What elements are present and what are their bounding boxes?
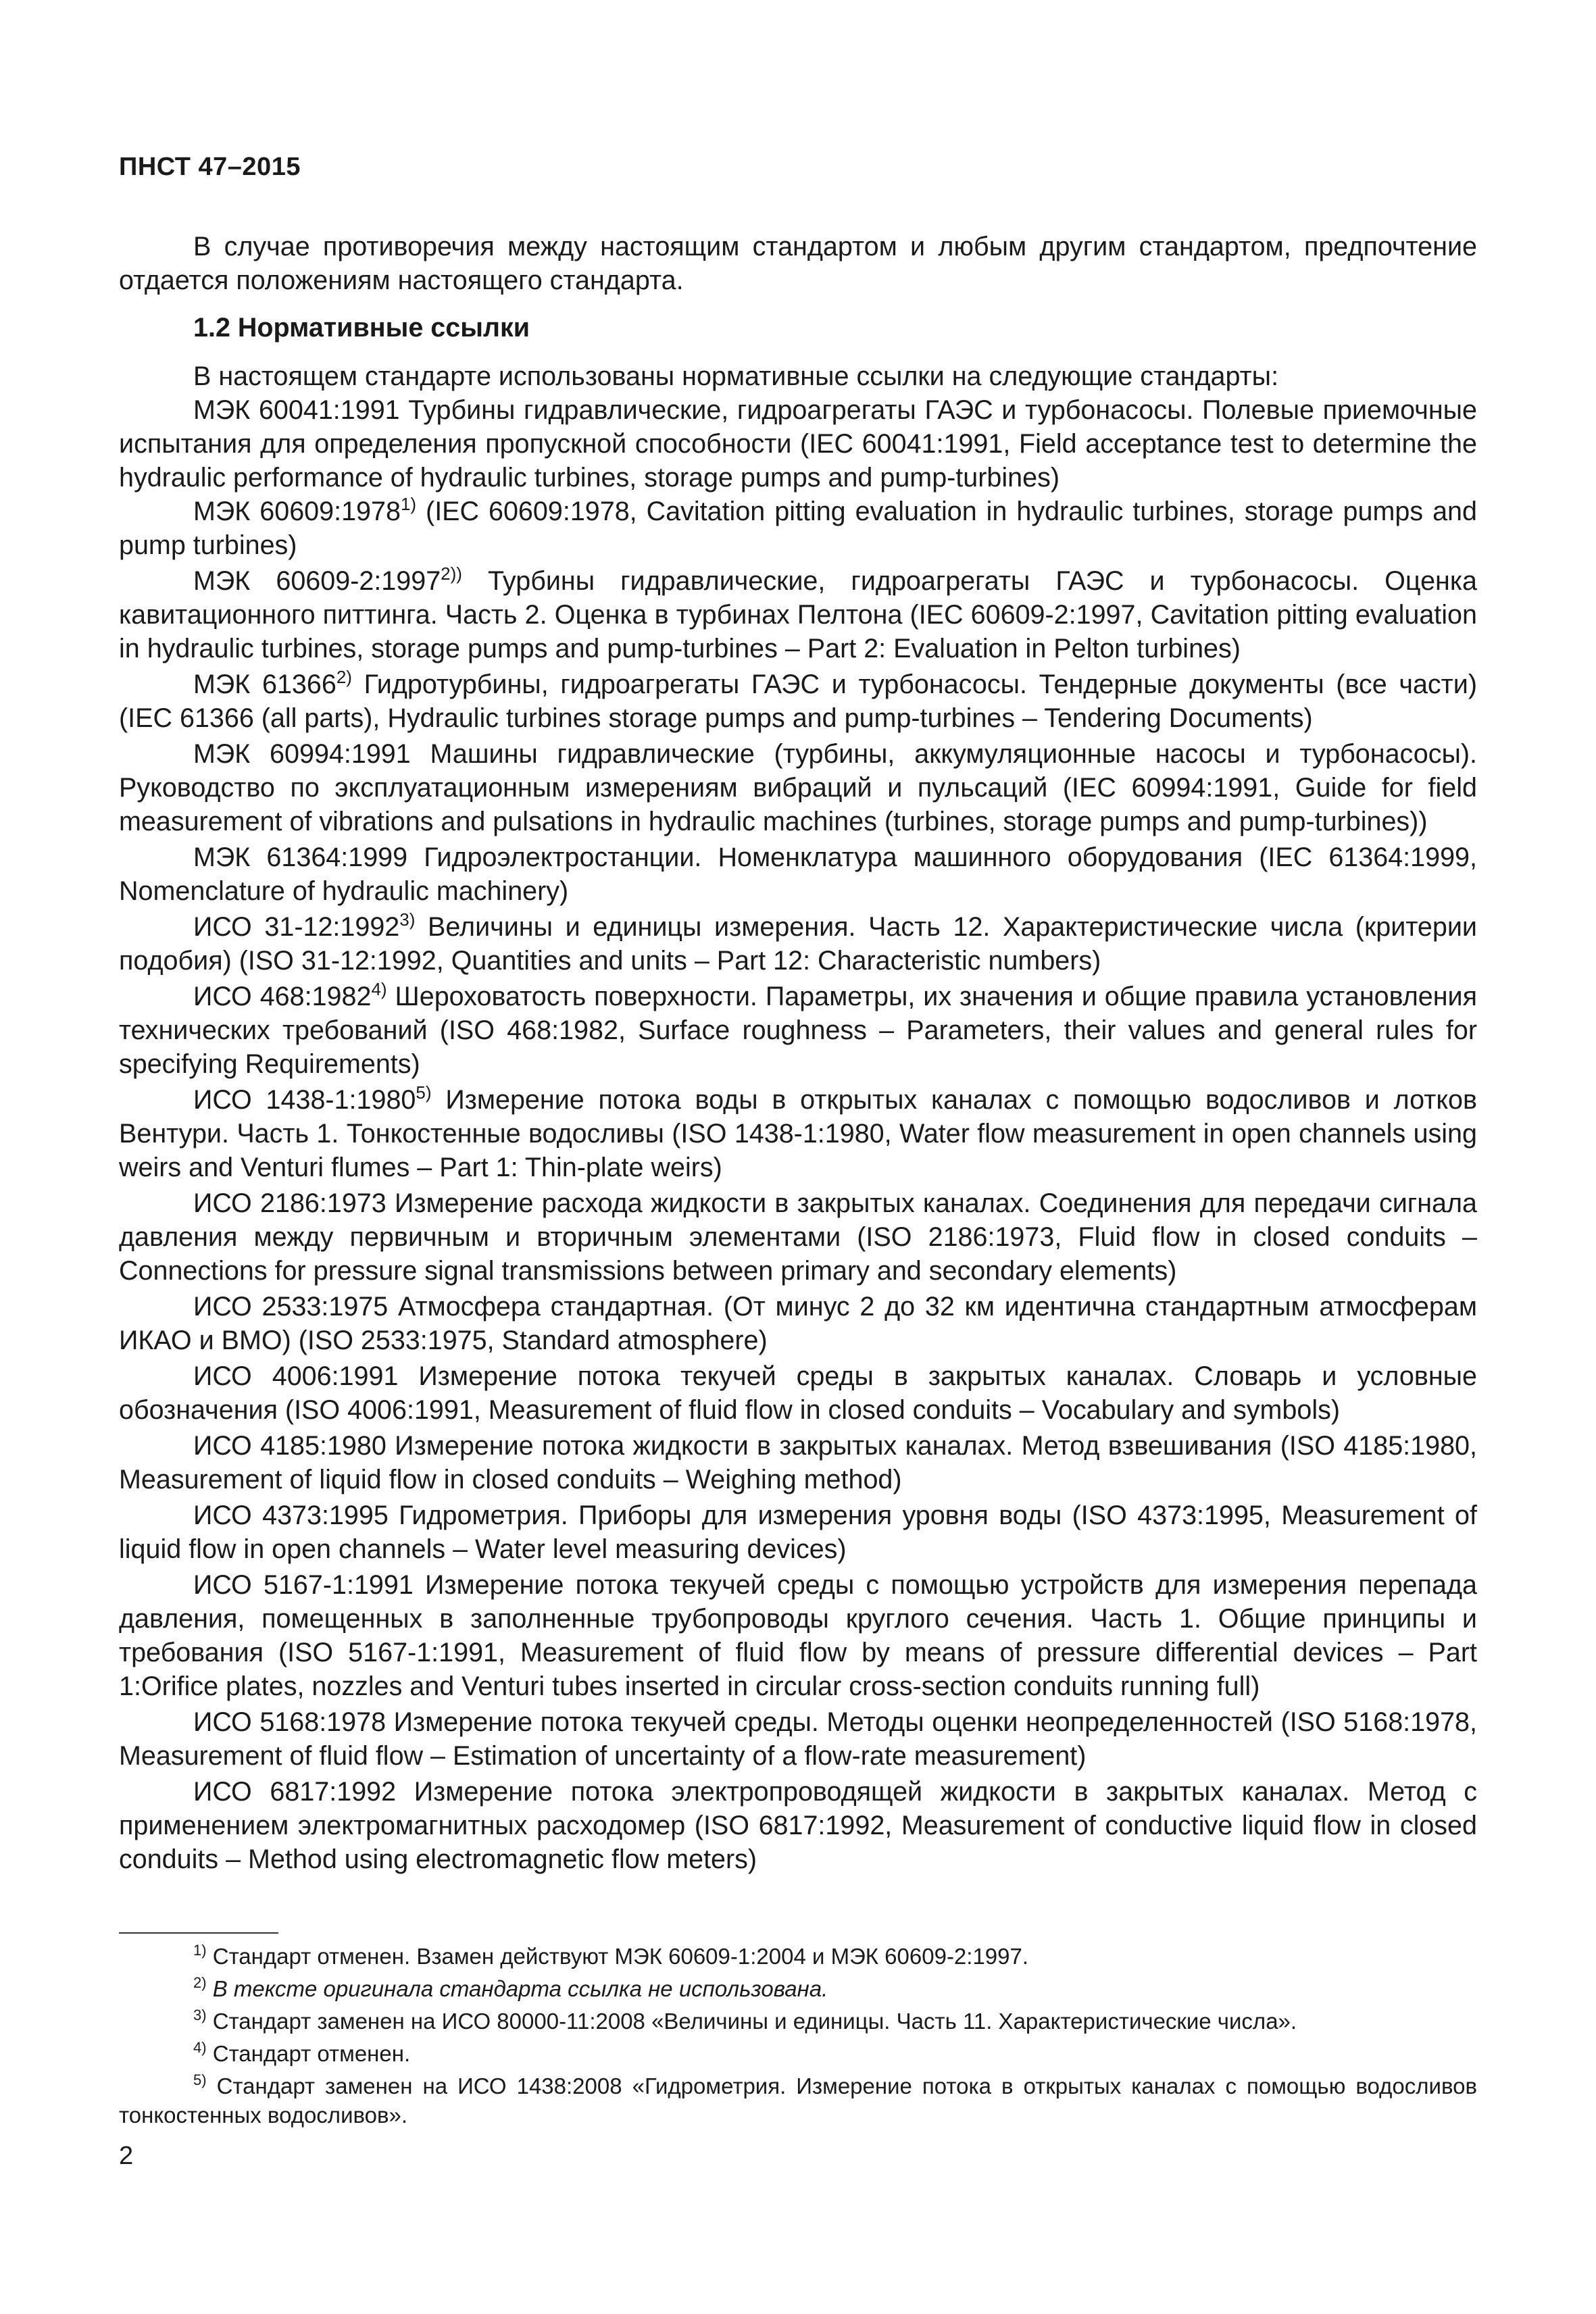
- reference-text: Измерение потока текучей среды в закрытых каналах. Словарь и условные обозначения (ISO 4006:1991, Measurement of fluid flow in closed conduits – Vocabulary and symbols): [119, 1361, 1477, 1425]
- reference-code: ИСО 468:1982: [193, 982, 372, 1011]
- reference-code: МЭК 60609-2:1997: [193, 566, 441, 596]
- reference-code: ИСО 5168:1978: [193, 1707, 386, 1737]
- reference-item: [119, 1705, 1477, 1773]
- footnote-mark: 2)): [441, 563, 462, 584]
- reference-text: Гидроэлектростанции. Номенклатура машинного оборудования (IEC 61364:1999, Nomenclature of hydraulic machinery): [119, 842, 1477, 906]
- reference-code: ИСО 4185:1980: [193, 1431, 386, 1461]
- reference-code: ИСО 6817:1992: [193, 1777, 397, 1807]
- footnotes: [119, 1942, 1477, 2133]
- footnote-text: Стандарт заменен на ИСО 80000-11:2008 «Величины и единицы. Часть 11. Характеристические числа».: [206, 2009, 1297, 2034]
- reference-text: Турбины гидравлические, гидроагрегаты ГАЭС и турбонасосы. Оценка кавитационного питтинга. Часть 2. Оценка в турбинах Пелтона (IEC 60609-2:1997, Cavitation pitting evaluation in hydraulic turbines, storage pumps and pump-turbines – Part 2: Evaluation in Pelton turbines): [119, 566, 1477, 663]
- footnote-item: [119, 1974, 1477, 2003]
- reference-item: [119, 564, 1477, 665]
- document-id-header: ПНСТ 47–2015: [119, 153, 301, 181]
- reference-item: [119, 1359, 1477, 1427]
- page-number: 2: [119, 2142, 134, 2170]
- section-lead: В настоящем стандарте использованы нормативные ссылки на следующие стандарты:: [193, 361, 1279, 391]
- footnote-mark: 3): [193, 2007, 207, 2023]
- reference-text: Измерение потока текучей среды с помощью устройств для измерения перепада давления, помещенных в заполненные трубопроводы круглого сечения. Часть 1. Общие принципы и требования (ISO 5167-1:1991, Measurement of fluid flow by means of pressure differential devices – Part 1:Orifice plates, nozzles and Venturi tubes inserted in circular cross-section conduits running full): [119, 1570, 1477, 1701]
- reference-code: МЭК 61366: [193, 670, 336, 699]
- reference-item: [119, 668, 1477, 735]
- reference-item: [119, 737, 1477, 838]
- reference-code: ИСО 2533:1975: [193, 1292, 389, 1322]
- section-title: 1.2 Нормативные ссылки: [193, 313, 530, 343]
- reference-text: Шероховатость поверхности. Параметры, их значения и общие правила установления технических требований (ISO 468:1982, Surface roughness – Parameters, their values and general rules for specifying Requirements): [119, 982, 1478, 1079]
- footnote-mark: 1): [400, 494, 417, 514]
- footnote-mark: 1): [193, 1942, 207, 1959]
- reference-code: МЭК 60041:1991: [193, 395, 400, 425]
- footnote-mark: 2): [336, 667, 352, 687]
- reference-text: Машины гидравлические (турбины, аккумуляционные насосы и турбонасосы). Руководство по эксплуатационным измерениям вибраций и пульсаций (IEC 60994:1991, Guide for field measurement of vibrations and pulsations in hydraulic machines (turbines, storage pumps and pump-turbines)): [119, 739, 1477, 836]
- reference-text: Величины и единицы измерения. Часть 12. Характеристические числа (критерии подобия) (ISO 31-12:1992, Quantities and units – Part 12: Characteristic numbers): [119, 912, 1477, 976]
- reference-code: ИСО 31-12:1992: [193, 912, 400, 942]
- reference-text: Измерение расхода жидкости в закрытых каналах. Соединения для передачи сигнала давления между первичным и вторичным элементами (ISO 2186:1973, Fluid flow in closed conduits – Connections for pressure signal transmissions between primary and secondary elements): [119, 1188, 1477, 1286]
- reference-text: (IEC 60609:1978, Cavitation pitting evaluation in hydraulic turbines, storage pumps and pump turbines): [119, 497, 1477, 560]
- reference-item: [119, 910, 1477, 978]
- footnote-item: [119, 2007, 1477, 2036]
- intro-paragraph: В случае противоречия между настоящим стандартом и любым другим стандартом, предпочтение отдается положениям настоящего стандарта.: [119, 232, 1477, 295]
- reference-code: МЭК 61364:1999: [193, 842, 408, 872]
- reference-text: Измерение потока текучей среды. Методы оценки неопределенностей (ISO 5168:1978, Measurement of fluid flow – Estimation of uncertainty of a flow-rate measurement): [119, 1707, 1477, 1771]
- footnote-mark: 5): [416, 1082, 432, 1103]
- reference-item: [119, 1568, 1477, 1703]
- footnote-text: Стандарт отменен. Взамен действуют МЭК 60609-1:2004 и МЭК 60609-2:1997.: [206, 1944, 1029, 1969]
- footnote-item: [119, 1942, 1477, 1971]
- reference-text: Турбины гидравлические, гидроагрегаты ГАЭС и турбонасосы. Полевые приемочные испытания для определения пропускной способности (IEC 60041:1991, Field acceptance test to determine the hydraulic performance of hydraulic turbines, storage pumps and pump-turbines): [119, 395, 1477, 493]
- reference-item: [119, 1290, 1477, 1357]
- reference-text: Гидротурбины, гидроагрегаты ГАЭС и турбонасосы. Тендерные документы (все части) (IEC 61366 (all parts), Hydraulic turbines storage pumps and pump-turbines – Tendering Documents): [119, 670, 1477, 733]
- reference-code: ИСО 2186:1973: [193, 1188, 386, 1218]
- reference-code: МЭК 60994:1991: [193, 739, 411, 769]
- footnote-item: [119, 2039, 1477, 2068]
- reference-code: ИСО 1438-1:1980: [193, 1085, 416, 1115]
- reference-code: ИСО 5167-1:1991: [193, 1570, 414, 1600]
- reference-item: [119, 1083, 1477, 1184]
- footnote-mark: 4): [193, 2039, 207, 2056]
- footnote-mark: 4): [371, 979, 387, 999]
- reference-item: [119, 980, 1477, 1081]
- reference-text: Измерение потока жидкости в закрытых каналах. Метод взвешивания (ISO 4185:1980, Measurement of liquid flow in closed conduits – Weighing method): [119, 1431, 1478, 1494]
- footnote-text: Стандарт заменен на ИСО 1438:2008 «Гидрометрия. Измерение потока в открытых каналах с помощью водосливов тонкостенных водосливов».: [119, 2073, 1477, 2128]
- reference-item: [119, 495, 1477, 562]
- reference-text: Атмосфера стандартная. (От минус 2 до 32 км идентична стандартным атмосферам ИКАО и ВМО) (ISO 2533:1975, Standard atmosphere): [119, 1292, 1477, 1355]
- footnote-mark: 5): [193, 2071, 207, 2088]
- body-text: [119, 230, 1477, 1878]
- reference-code: ИСО 4373:1995: [193, 1501, 389, 1530]
- footnote-mark: 3): [399, 909, 416, 930]
- reference-text: Гидрометрия. Приборы для измерения уровня воды (ISO 4373:1995, Measurement of liquid flow in open channels – Water level measuring devices): [119, 1501, 1478, 1564]
- footnote-mark: 2): [193, 1974, 207, 1991]
- footnote-divider: [119, 1932, 278, 1934]
- reference-item: [119, 1775, 1477, 1876]
- reference-text: Измерение потока воды в открытых каналах с помощью водосливов и лотков Вентури. Часть 1. Тонкостенные водосливы (ISO 1438-1:1980, Water flow measurement in open channels using weirs and Venturi flumes – Part 1: Thin-plate weirs): [119, 1085, 1477, 1182]
- footnote-text: В тексте оригинала стандарта ссылка не использована.: [206, 1976, 828, 2001]
- reference-item: [119, 1429, 1477, 1496]
- footnote-item: [119, 2071, 1477, 2130]
- reference-code: ИСО 4006:1991: [193, 1361, 399, 1391]
- reference-item: [119, 840, 1477, 908]
- reference-item: [119, 1186, 1477, 1288]
- reference-item: [119, 1499, 1477, 1566]
- reference-text: Измерение потока электропроводящей жидкости в закрытых каналах. Метод с применением электромагнитных расходомер (ISO 6817:1992, Measurement of conductive liquid flow in closed conduits – Method using electromagnetic flow meters): [119, 1777, 1477, 1874]
- footnote-text: Стандарт отменен.: [206, 2041, 411, 2066]
- reference-item: [119, 393, 1477, 495]
- reference-code: МЭК 60609:1978: [193, 497, 401, 526]
